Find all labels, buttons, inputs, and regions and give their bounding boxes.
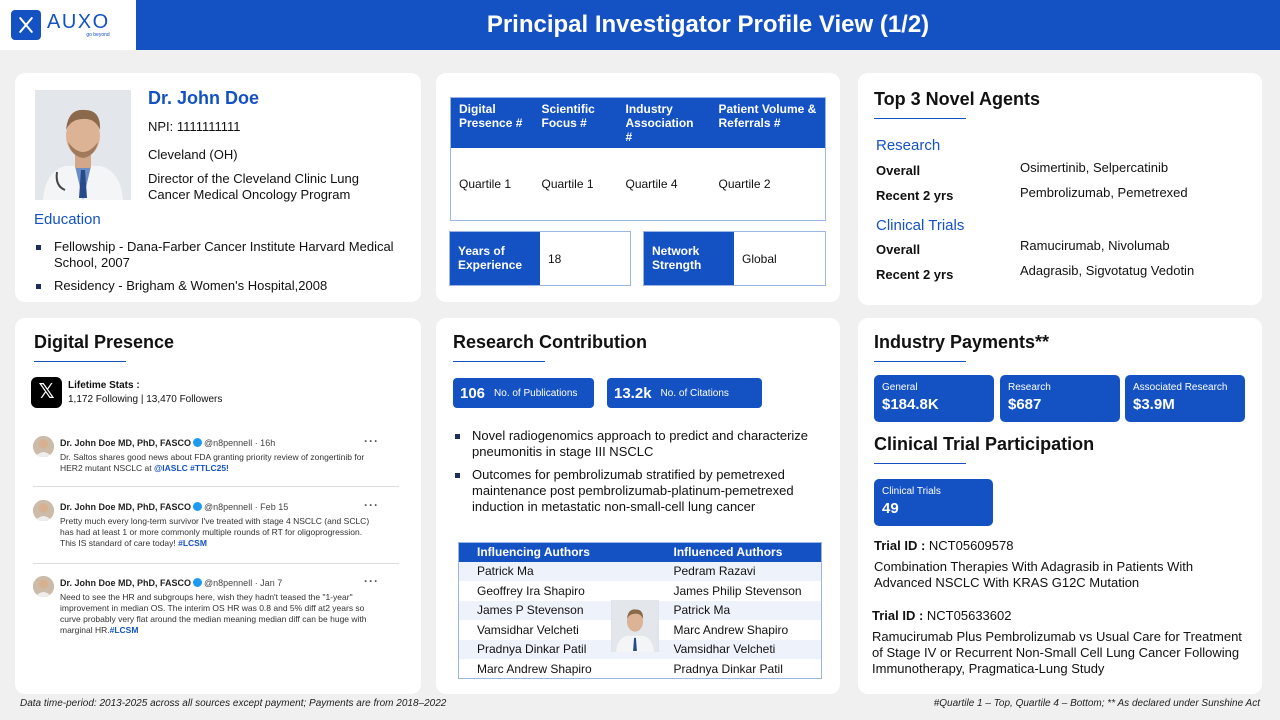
trial-id-label: Trial ID : [874,538,929,553]
divider [874,463,966,464]
influencing-author: Pradnya Dinkar Patil [459,640,656,660]
trials-count-label: Clinical Trials [882,486,941,497]
influencing-author: James P Stevenson [459,601,656,621]
header-digital-presence: Digital Presence # [451,98,534,149]
influencing-author: Marc Andrew Shapiro [477,661,592,676]
avatar [33,500,54,521]
education-list [34,239,394,301]
stats-label: Lifetime Stats : [68,380,140,391]
agent-row-label: Recent 2 yrs [876,188,954,203]
tweet-tags[interactable]: #LCSM [178,538,207,548]
location: Cleveland (OH) [148,147,238,162]
table-row [459,659,822,679]
influencing-author: Vamsidhar Velcheti [477,622,579,637]
influenced-author: Pradnya Dinkar Patil [673,661,783,676]
tweet-text: Need to see the HR and subgroups here, wish they hadn't teased the "1-year" improvement in median OS. The interim OS HR was 0.8 and 5% diff at2 years so curve probably very flat around the median meaning median diff can be huge with marginal HR. [60,592,367,635]
payment-value: $3.9M [1133,396,1175,413]
profile-card [15,73,421,302]
education-title: Education [34,211,101,228]
agent-row-value: Ramucirumab, Nivolumab [1020,238,1170,253]
payment-associated-research [1125,375,1245,422]
stats-value: 1,172 Following | 13,470 Followers [68,394,223,405]
influenced-author: Vamsidhar Velcheti [656,640,822,660]
payment-label: Associated Research [1133,382,1228,393]
quartile-card [436,73,840,302]
more-options-icon[interactable]: ··· [364,434,379,448]
influenced-author: Patrick Ma [656,601,822,621]
citations-label: No. of Citations [660,387,729,399]
more-options-icon[interactable]: ··· [364,574,379,588]
doctor-photo [35,90,131,200]
agents-research-title: Research [876,137,941,154]
education-item: Fellowship - Dana-Farber Cancer Institute Harvard Medical School, 2007 [34,239,394,271]
tweet-text: Pretty much every long-term survivor I've treated with stage 4 NSCLC (and SCLC) has had at least 1 or more commonly multiple rounds of RT for oligoprogression. This IS standard of care today! [60,516,370,548]
agent-row-label: Overall [876,163,921,178]
influencing-author: Patrick Ma [459,562,656,582]
logo-name: AUXO [47,11,110,33]
agents-card [858,73,1262,305]
quartile-value: Quartile 1 [459,176,512,191]
payment-value: $687 [1008,396,1042,413]
agent-row-label: Recent 2 yrs [876,267,954,282]
tweet-author: Dr. John Doe MD, PhD, FASCO [60,438,192,448]
research-bullets [452,428,812,522]
agent-row-value: Osimertinib, Selpercatinib [1020,160,1169,175]
header-industry-association: Industry Association # [618,98,711,149]
payments-trials-card [858,318,1262,694]
trial-id-value[interactable]: NCT05609578 [928,538,1014,553]
header-bar [0,0,1280,50]
divider [34,361,126,362]
agent-row-value: Adagrasib, Sigvotatug Vedotin [1020,263,1195,278]
page-title: Principal Investigator Profile View (1/2) [486,11,930,38]
tweet-body [60,452,370,474]
x-twitter-icon[interactable]: 𝕏 [31,377,62,408]
experience-value: 18 [548,251,562,266]
role: Director of the Cleveland Clinic Lung Cancer Medical Oncology Program [148,171,359,202]
education-item: Residency - Brigham & Women's Hospital,2008 [34,278,394,294]
influencing-header: Influencing Authors [459,543,656,562]
trial-id [872,608,1011,623]
agents-trials-title: Clinical Trials [876,217,965,234]
agents-title: Top 3 Novel Agents [874,89,1041,109]
tweet-meta: @n8pennell · Jan 7 [204,578,283,588]
trials-title: Clinical Trial Participation [874,434,1095,454]
influenced-author: Pedram Razavi [656,562,822,582]
network-label: Network Strength [644,232,734,285]
trial-id-label: Trial ID : [872,608,927,623]
avatar [33,576,54,597]
tweet-author: Dr. John Doe MD, PhD, FASCO [60,502,192,512]
logo-tagline: go beyond [86,32,110,38]
verified-icon [193,438,202,447]
tweet-body [60,592,370,636]
experience-box [449,231,631,286]
payment-label: Research [1008,382,1051,393]
header-patient-volume: Patient Volume & Referrals # [711,98,826,149]
quartile-value: Quartile 2 [718,176,771,191]
publications-label: No. of Publications [494,387,578,399]
footer-right: #Quartile 1 – Top, Quartile 4 – Bottom; ** As declared under Sunshine Act [933,698,1260,709]
quartile-value: Quartile 1 [541,176,594,191]
logo[interactable] [0,0,136,50]
trial-description: Ramucirumab Plus Pembrolizumab vs Usual Care for Treatment of Stage IV or Recurrent Non-Small Cell Lung Cancer Following Immunotherapy, Pragmatica-Lung Study [872,629,1242,676]
payment-research [1000,375,1120,422]
citations-stat [607,378,762,408]
experience-label: Years of Experience [450,232,540,285]
tweet-meta: @n8pennell · 16h [204,438,276,448]
npi: NPI: 1111111111 [148,119,241,134]
network-value: Global [742,251,777,266]
trials-count [874,479,993,526]
digital-presence-card [15,318,421,694]
trial-id [874,538,1013,553]
verified-icon [193,578,202,587]
tweet-tags[interactable]: #LCSM [109,625,139,635]
x-logo-icon [11,10,41,40]
divider [453,361,545,362]
payment-label: General [882,382,918,393]
trial-description: Combination Therapies With Adagrasib in Patients With Advanced NSCLC With KRAS G12C Mutation [874,559,1194,590]
payment-general [874,375,994,422]
research-title: Research Contribution [453,332,648,352]
quartile-value: Quartile 4 [625,176,678,191]
tweet-author: Dr. John Doe MD, PhD, FASCO [60,578,192,588]
research-item: Outcomes for pembrolizumab stratified by pemetrexed maintenance post pembrolizumab-platinum-pemetrexed induction in metastatic non-small-cell lung cancer [452,467,812,515]
trials-count-value: 49 [882,500,899,517]
table-row [459,581,822,601]
quartile-table [450,97,826,221]
more-options-icon[interactable]: ··· [364,498,379,512]
doctor-thumbnail [611,600,659,652]
trial-id-value[interactable]: NCT05633602 [926,608,1012,623]
tweet-body [60,516,370,549]
payments-title: Industry Payments** [874,332,1050,352]
influencing-author: Geoffrey Ira Shapiro [477,583,585,598]
divider [874,118,966,119]
tweet-tags[interactable]: @IASLC #TTLC25! [154,463,229,473]
agent-row-value: Pembrolizumab, Pemetrexed [1020,185,1188,200]
research-item: Novel radiogenomics approach to predict and characterize pneumonitis in stage III NSCLC [452,428,812,460]
divider [33,486,399,487]
publications-value: 106 [460,384,486,402]
digital-title: Digital Presence [34,332,175,352]
divider [33,563,399,564]
table-row [459,562,822,582]
network-box [643,231,826,286]
publications-stat [453,378,594,408]
payment-value: $184.8K [882,396,939,413]
citations-value: 13.2k [614,384,652,402]
tweet-text: Dr. Saltos shares good news about FDA granting priority review of zongertinib for HER2 mutant NSCLC at [60,452,365,473]
tweet-meta: @n8pennell · Feb 15 [204,502,289,512]
research-card [436,318,840,694]
agent-row-label: Overall [876,242,921,257]
influenced-author: James Philip Stevenson [673,583,802,598]
influenced-header: Influenced Authors [656,543,822,562]
divider [874,361,966,362]
avatar [33,436,54,457]
verified-icon [193,502,202,511]
header-scientific-focus: Scientific Focus # [534,98,618,149]
doctor-name: Dr. John Doe [148,88,260,108]
footer-left: Data time-period: 2013-2025 across all sources except payment; Payments are from 2018–2022 [20,698,447,709]
influenced-author: Marc Andrew Shapiro [673,622,789,637]
